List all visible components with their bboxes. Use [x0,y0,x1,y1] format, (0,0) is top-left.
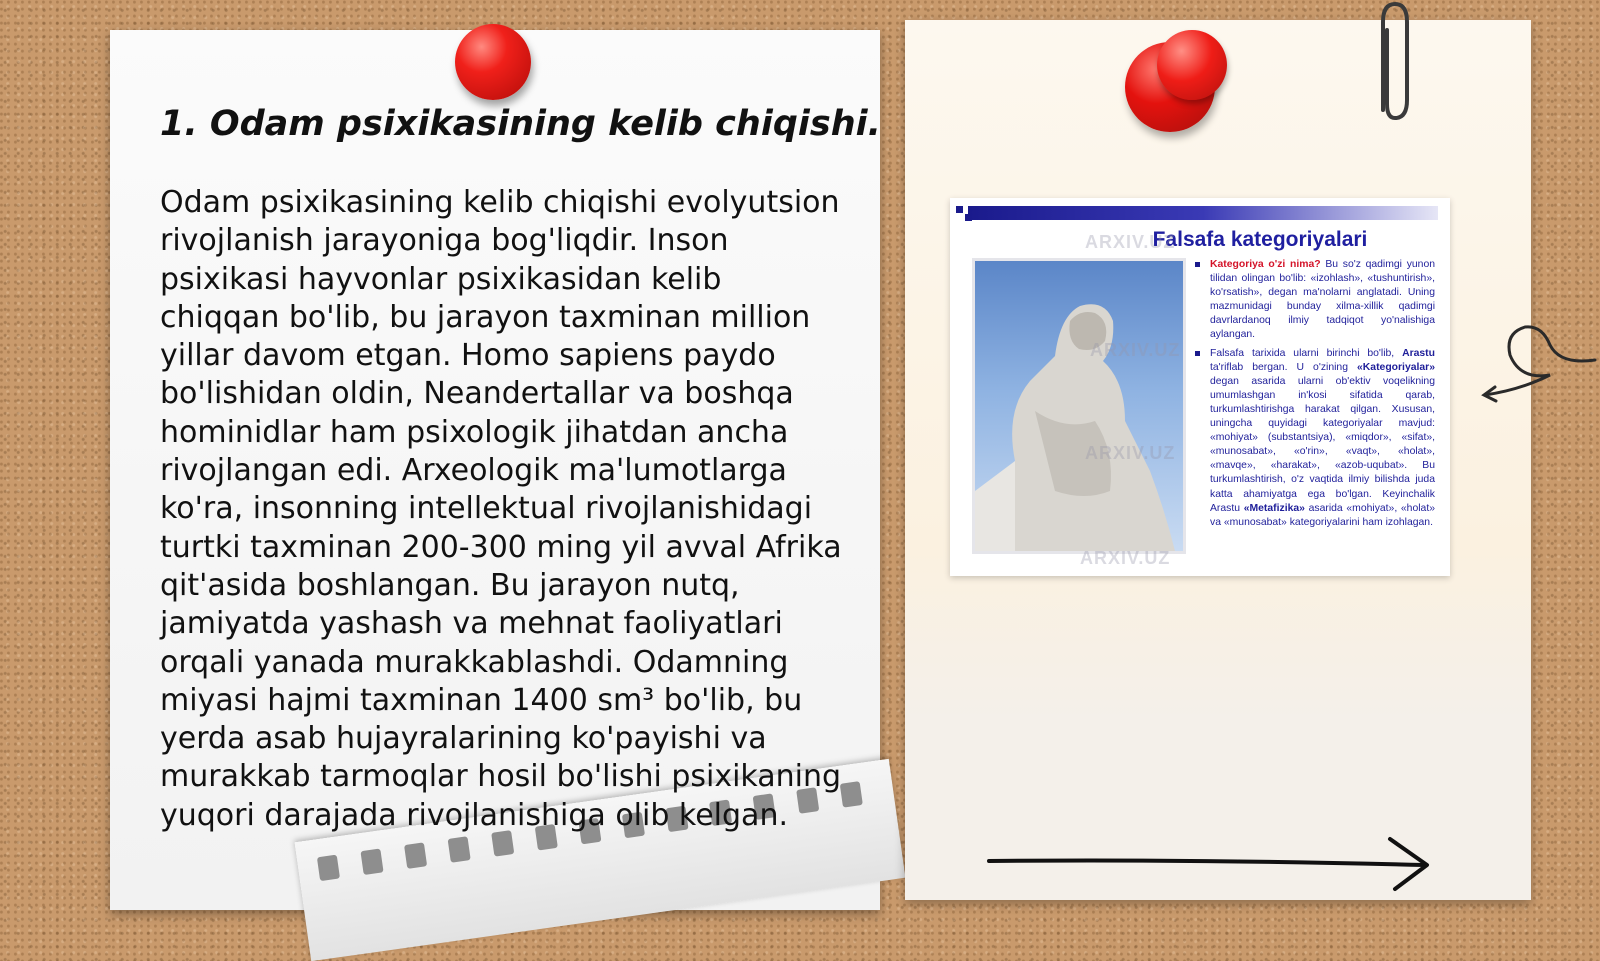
statue-photo [972,258,1186,554]
slide-header-band [968,206,1438,220]
watermark: ARXIV.UZ [1090,340,1181,360]
slide-name-arastu: Arastu [1402,347,1435,359]
slide-work-metafizika: «Metafizika» [1243,502,1305,514]
pushpin-icon [1157,30,1227,100]
spiral-hole [404,842,427,869]
section-body-text: Odam psixikasining kelib chiqishi evolyutsion rivojlanish jarayoniga bog'liqdir. Inson psixikasi hayvonlar psixikasidan kelib chiqqan bo'lib, bu jarayon taxminan million yillar davom etgan. Homo sapiens paydo bo'lishidan oldin, Neandertallar va boshqa hominidlar ham psixologik jihatdan ancha rivojlangan edi. Arxeologik ma'lumotlarga ko'ra, insonning intellektual rivojlanishidagi turtki taxminan 200-300 ming yil avval Afrika qit'asida boshlangan. Bu jarayon nutq, jamiyatda yashash va mehnat faoliyatlari orqali yanada murakkablashdi. Odamning miyasi hajmi taxminan 1400 sm³ bo'lib, bu yerda asab hujayralarining ko'payishi va murakkab tarmoqlar hosil bo'lishi psixikaning yuqori darajada rivojlanishiga olib kelgan. [160,185,842,833]
bullet-icon [1195,351,1200,356]
arrow-right-icon [985,833,1445,893]
slide-paragraph-2d: asarida «mohiyat», «holat» va «munosabat» kategoriyalarini ham izohlagan. [1210,502,1435,528]
watermark: ARXIV.UZ [1085,232,1176,252]
spiral-hole [360,848,383,875]
watermark: ARXIV.UZ [1080,548,1171,568]
spiral-hole [317,855,340,882]
watermark: ARXIV.UZ [1085,443,1176,463]
bullet-icon [1195,262,1200,267]
slide-screenshot [950,198,1450,576]
pushpin-icon [455,24,531,100]
spiral-hole [448,836,471,863]
section-title: 1. Odam psixikasining kelib chiqishi. [160,104,881,144]
scribble-arrow-icon [1480,315,1600,405]
slide-title: Falsafa kategoriyalari [1152,228,1368,251]
slide-paragraph-1: Bu so'z qadimgi yunon tilidan olingan bo'lib: «izohlash», «tushuntirish», ko'rsatish», degan ma'nolarni anglatadi. Uning mazmunidagi bunday xilma-xillik qadimgi davrlardanoq ilmiy tadqiqot yo'nalishiga aylangan. [1210,259,1436,341]
slide-paragraph-2a: Falsafa tarixida ularni birinchi bo'lib, [1210,347,1403,359]
paperclip-icon [1375,0,1415,125]
slide-lead-question: Kategoriya o'zi nima? [1210,259,1321,270]
slide-body [1210,258,1435,534]
slide-paragraph-2c: degan asarida ularni ob'ektiv voqelikning umumlashgan in'kosi sifatida qarab, turkumlashtirishga harakat qilgan. Xususan, uningcha quyidagi kategoriyalar mavjud: «mohiyat» (substantsiya), «miqdor», «sifat», «munosabat», «o'rin», «vaqt», «holat», «mavqe», «harakat», «azob-uqubat». Bu turkumlashtirish, o'z vaqtida ilmiy bilishda juda katta ahamiyatga ega bo'lgan. Keyinchalik Arastu [1210,375,1435,514]
slide-paragraph-2b: ta'riflab bergan. U o'zining [1210,361,1358,373]
slide-work-kategoriyalar: «Kategoriyalar» [1357,361,1435,373]
